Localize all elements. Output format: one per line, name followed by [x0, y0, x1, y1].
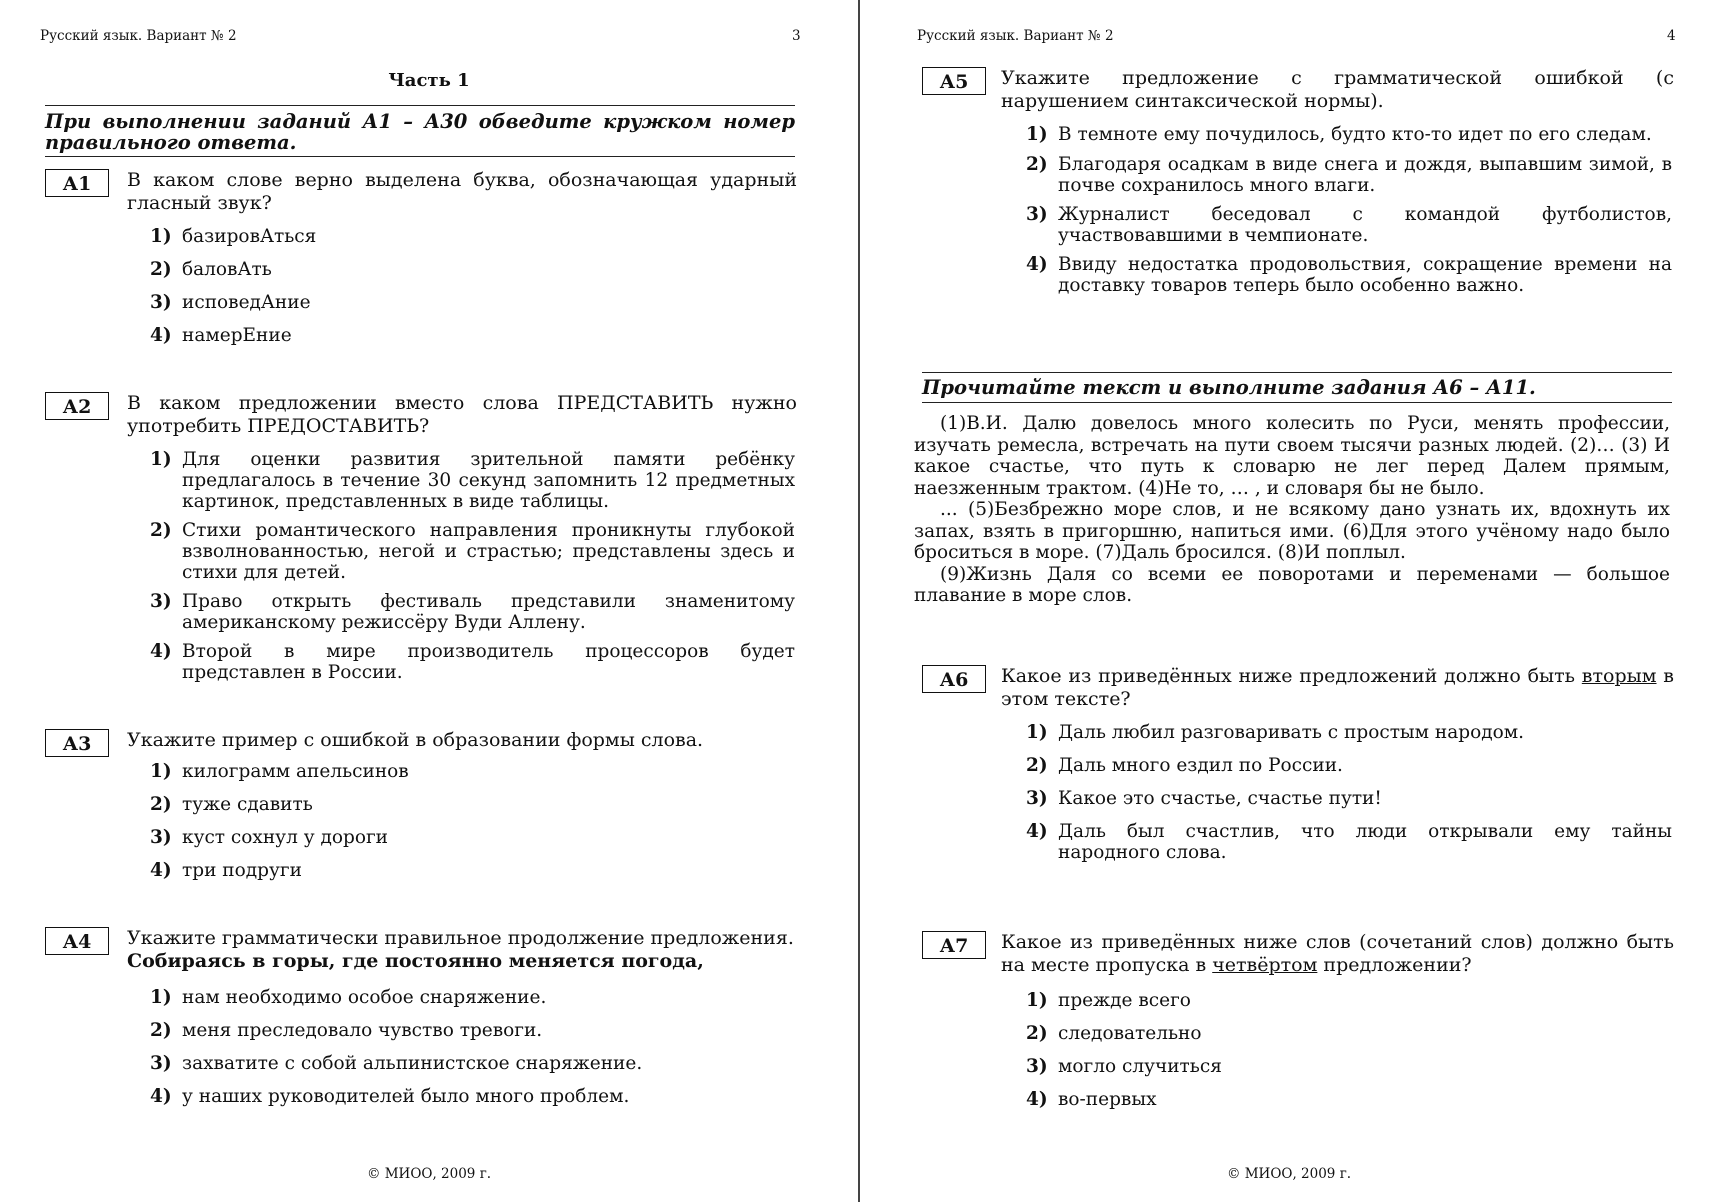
- option[interactable]: 3) Право открыть фестиваль представили знаменитому американскому режиссёру Вуди Аллену.: [150, 591, 795, 633]
- option[interactable]: 3) Журналист беседовал с командой футболистов, участвовавшими в чемпионате.: [1026, 204, 1672, 246]
- options-list: [1026, 990, 1672, 1110]
- divider-line: [45, 105, 795, 106]
- option[interactable]: 4) Второй в мире производитель процессоров будет представлен в России.: [150, 641, 795, 683]
- page-header: Русский язык. Вариант № 2: [917, 28, 1114, 44]
- page-number: 3: [792, 28, 801, 44]
- option[interactable]: 3) исповедАние: [150, 292, 311, 313]
- option[interactable]: 3) Какое это счастье, счастье пути!: [1026, 788, 1382, 809]
- page-number: 4: [1667, 28, 1676, 44]
- question-stem-bold: Собираясь в горы, где постоянно меняется погода,: [127, 950, 704, 972]
- option[interactable]: 3) куст сохнул у дороги: [150, 827, 389, 848]
- option[interactable]: 2) меня преследовало чувство тревоги.: [150, 1020, 543, 1041]
- option[interactable]: 1) Даль любил разговаривать с простым народом.: [1026, 722, 1525, 743]
- question-text: Какое из приведённых ниже слов (сочетаний слов) должно быть на месте пропуска в четвёртом предложении?: [1001, 931, 1674, 976]
- question-number-box: А6: [922, 665, 986, 693]
- question-number-box: А2: [45, 392, 109, 420]
- page-header: Русский язык. Вариант № 2: [40, 28, 237, 44]
- instruction: При выполнении заданий А1 – А30 обведите кружком номер правильного ответа.: [45, 110, 795, 154]
- option[interactable]: 4) три подруги: [150, 860, 302, 881]
- option[interactable]: 2) Даль много ездил по России.: [1026, 755, 1343, 776]
- options-list: [150, 761, 795, 881]
- question-number-box: А5: [922, 67, 986, 95]
- option[interactable]: 1) базировАться: [150, 226, 317, 247]
- option[interactable]: 4) Даль был счастлив, что люди открывали ему тайны народного слова.: [1026, 821, 1672, 863]
- option[interactable]: 2) туже сдавить: [150, 794, 313, 815]
- options-list: [1026, 124, 1672, 296]
- right-page: [860, 0, 1718, 1202]
- question-number-box: А1: [45, 169, 109, 197]
- passage-paragraph: (9)Жизнь Даля со всеми ее поворотами и переменами — большое плавание в море слов.: [914, 563, 1670, 606]
- question-text: Укажите предложение с грамматической ошибкой (с нарушением синтаксической нормы).: [1001, 67, 1674, 112]
- option[interactable]: 3) захватите с собой альпинистское снаряжение.: [150, 1053, 643, 1074]
- option[interactable]: 2) следовательно: [1026, 1023, 1202, 1044]
- question-number-box: А7: [922, 931, 986, 959]
- part-title: Часть 1: [388, 70, 470, 91]
- option[interactable]: 3) могло случиться: [1026, 1056, 1222, 1077]
- options-list: [150, 987, 795, 1107]
- option[interactable]: 4) намерЕние: [150, 325, 292, 346]
- instruction: Прочитайте текст и выполните задания А6 – А11.: [922, 376, 1536, 399]
- options-list: [1026, 722, 1672, 863]
- question-text: Укажите грамматически правильное продолжение предложения. Собираясь в горы, где постоянно меняется погода,: [127, 927, 797, 973]
- option[interactable]: 1) В темноте ему почудилось, будто кто-то идет по его следам.: [1026, 124, 1652, 145]
- options-list: [150, 449, 795, 683]
- reading-passage: [914, 413, 1670, 607]
- question-text: В каком предложении вместо слова ПРЕДСТАВИТЬ нужно употребить ПРЕДОСТАВИТЬ?: [127, 392, 797, 437]
- option[interactable]: 1) прежде всего: [1026, 990, 1191, 1011]
- options-list: [150, 226, 795, 346]
- left-page: [0, 0, 858, 1202]
- question-number-box: А4: [45, 927, 109, 955]
- option[interactable]: 1) килограмм апельсинов: [150, 761, 409, 782]
- option[interactable]: 4) Ввиду недостатка продовольствия, сокращение времени на доставку товаров теперь было особенно важно.: [1026, 254, 1672, 296]
- question-number-box: А3: [45, 729, 109, 757]
- passage-paragraph: ... (5)Безбрежно море слов, и не всякому дано узнать их, вдохнуть их запах, взять в пригоршню, напиться ими. (6)Для этого учёному надо было броситься в море. (7)Даль бросился. (8)И поплыл.: [914, 499, 1670, 563]
- question-text: Укажите пример с ошибкой в образовании формы слова.: [127, 729, 704, 751]
- page-footer: © МИОО, 2009 г.: [366, 1166, 492, 1182]
- passage-paragraph: (1)В.И. Далю довелось много колесить по Руси, менять профессии, изучать ремесла, встречать на пути своем тысячи разных людей. (2)… (3) И какое счастье, что путь к словарю не лег перед Далем прямым, наезженным трактом. (4)Не то, … , и словаря бы не было.: [914, 413, 1670, 499]
- option[interactable]: 1) нам необходимо особое снаряжение.: [150, 987, 547, 1008]
- option[interactable]: 2) Благодаря осадкам в виде снега и дождя, выпавшим зимой, в почве сохранилось много влаги.: [1026, 154, 1672, 196]
- option[interactable]: 4) у наших руководителей было много проблем.: [150, 1086, 630, 1107]
- option[interactable]: 4) во-первых: [1026, 1089, 1157, 1110]
- divider-line: [922, 402, 1672, 403]
- page-footer: © МИОО, 2009 г.: [1226, 1166, 1352, 1182]
- question-text: Какое из приведённых ниже предложений должно быть вторым в этом тексте?: [1001, 665, 1674, 710]
- divider-line: [922, 372, 1672, 373]
- option[interactable]: 2) баловАть: [150, 259, 272, 280]
- divider-line: [45, 156, 795, 157]
- option[interactable]: 1) Для оценки развития зрительной памяти ребёнку предлагалось в течение 30 секунд запомнить 12 предметных картинок, представленных в виде таблицы.: [150, 449, 795, 512]
- option[interactable]: 2) Стихи романтического направления проникнуты глубокой взволнованностью, негой и страстью; представлены здесь и стихи для детей.: [150, 520, 795, 583]
- question-text: В каком слове верно выделена буква, обозначающая ударный гласный звук?: [127, 169, 797, 214]
